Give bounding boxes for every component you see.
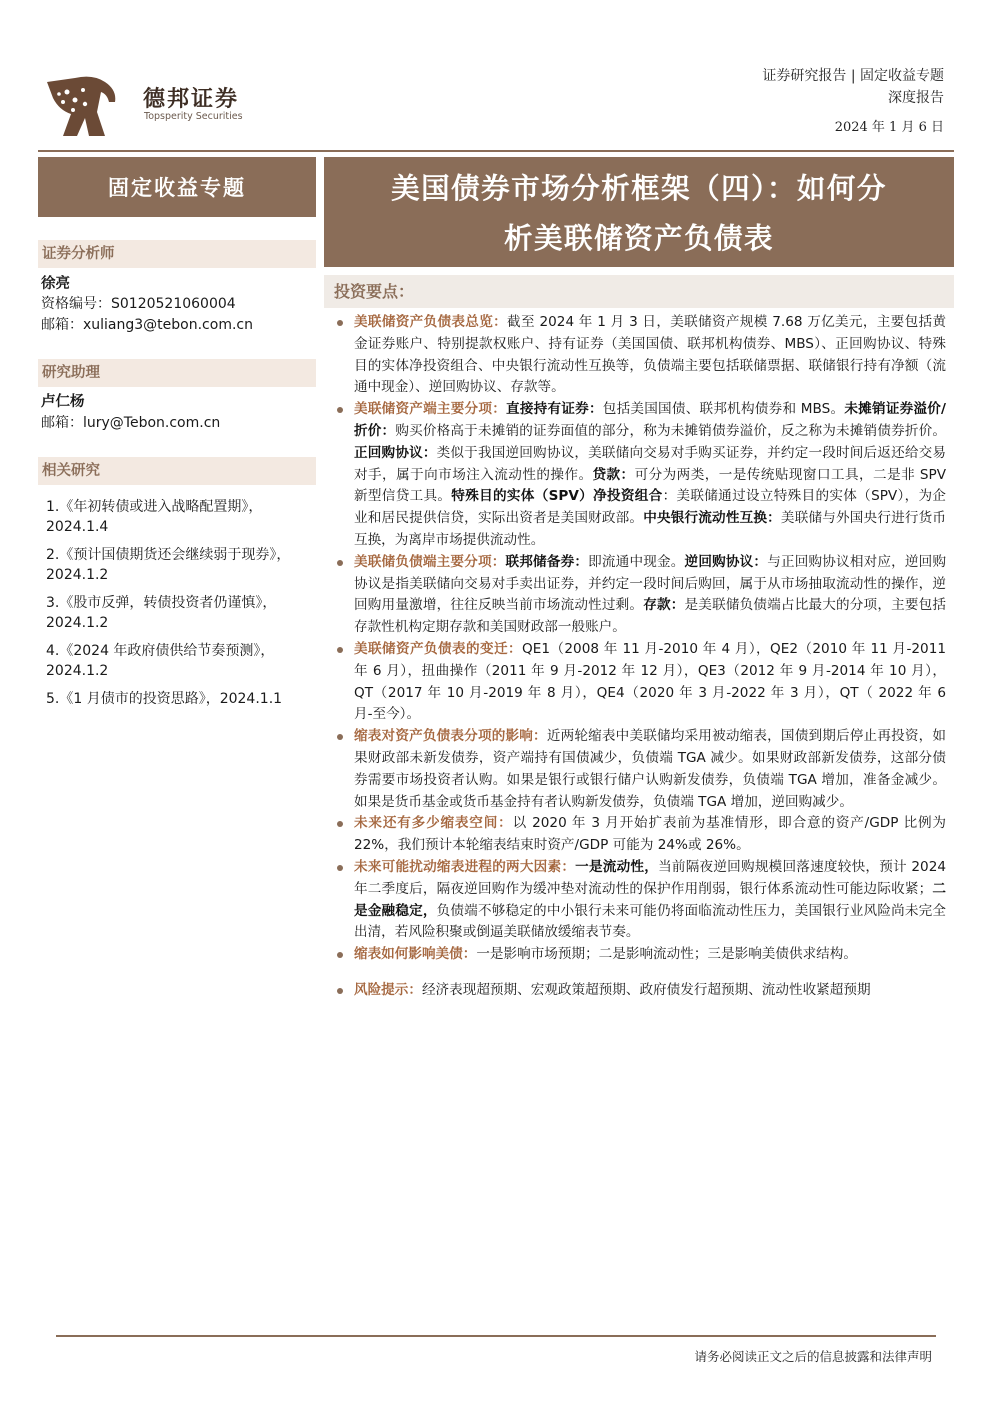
key-point: 未来还有多少缩表空间：以 2020 年 3 月开始扩表前为基准情形，即合意的资产/GDP 比例为 22%，我们预计本轮缩表结束时资产/GDP 可能为 24%或 26%。 <box>334 813 946 857</box>
key-point: 美联储负债端主要分项：联邦储备券：即流通中现金。逆回购协议：与正回购协议相对应，逆回购协议是指美联储向交易对手卖出证券，并约定一段时间后购回，属于从市场抽取流动性的操作，逆回购用量激增，往往反映当前市场流动性过剩。存款：是美联储负债端占比最大的分项，主要包括存款性机构定期存款和美国财政部一般账户。 <box>334 552 946 639</box>
related-section-label: 相关研究 <box>38 457 316 485</box>
analyst-cert: 资格编号：S0120521060004 <box>41 296 236 312</box>
key-point: 未来可能扰动缩表进程的两大因素：一是流动性，当前隔夜逆回购规模回落速度较快，预计 2024 年二季度后，隔夜逆回购作为缓冲垫对流动性的保护作用削弱，银行体系流动性可能边际收紧；二是金融稳定，负债端不够稳定的中小银行未来可能仍将面临流动性压力，美国银行业风险尚未完全出清，若风险积聚或倒逼美联储放缓缩表节奏。 <box>334 857 946 944</box>
brand-name-en: Topsperity Securities <box>144 111 243 122</box>
bullet-icon <box>337 320 343 326</box>
key-point: 缩表对资产负债表分项的影响：近两轮缩表中美联储均采用被动缩表，国债到期后停止再投资，如果财政部未新发债券，资产端持有国债减少，负债端 TGA 减少。如果财政部新发债券，这部分债券需要市场投资者认购。如果是银行或银行储户认购新发债券，负债端 TGA 增加，准备金减少。如果是货币基金或货币基金持有者认购新发债券，负债端 TGA 增加，逆回购减少。 <box>334 726 946 813</box>
bullet-icon <box>337 865 343 871</box>
bullet-icon <box>337 560 343 566</box>
related-research-list <box>46 497 308 717</box>
key-points-label: 投资要点： <box>324 275 954 308</box>
assistant-name: 卢仁杨 <box>41 394 85 410</box>
title-line-1: 美国债券市场分析框架（四）：如何分 <box>391 171 887 205</box>
analyst-name: 徐亮 <box>41 276 70 292</box>
header-divider <box>38 150 954 152</box>
key-point: 缩表如何影响美债：一是影响市场预期；二是影响流动性；三是影响美债供求结构。 <box>334 944 946 966</box>
related-item[interactable]: 1.《年初转债或进入战略配置期》，2024.1.4 <box>46 499 263 535</box>
company-logo <box>45 72 125 140</box>
title-line-2: 析美联储资产负债表 <box>503 221 774 255</box>
bullet-icon <box>337 407 343 413</box>
key-point: 美联储资产端主要分项：直接持有证券：包括美国国债、联邦机构债券和 MBS。未摊销证券溢价/折价：购买价格高于未摊销的证券面值的部分，称为未摊销债券溢价，反之称为未摊销债券折价。正回购协议：类似于我国逆回购协议，美联储向交易对手购买证券，并约定一段时间后返还给交易对手，属于向市场注入流动性的操作。贷款：可分为两类，一是传统贴现窗口工具，二是非 SPV 新型信贷工具。特殊目的实体（SPV）净投资组合：美联储通过设立特殊目的实体（SPV），为企业和居民提供信贷，实际出资者是美国财政部。中央银行流动性互换：美联储与外国央行进行货币互换，为离岸市场提供流动性。 <box>334 399 946 552</box>
assistant-section-label: 研究助理 <box>38 359 316 387</box>
related-item[interactable]: 5.《1 月债市的投资思路》，2024.1.1 <box>46 691 283 707</box>
key-points-body <box>334 312 946 1002</box>
footer-divider <box>56 1335 936 1337</box>
assistant-email[interactable]: 邮箱：lury@Tebon.com.cn <box>41 415 221 431</box>
related-item[interactable]: 4.《2024 年政府债供给节奏预测》，2024.1.2 <box>46 643 275 679</box>
analyst-email[interactable]: 邮箱：xuliang3@tebon.com.cn <box>41 317 253 333</box>
report-type: 证券研究报告 | 固定收益专题 <box>762 68 944 84</box>
key-point: 美联储资产负债表的变迁：QE1（2008 年 11 月-2010 年 4 月），QE2（2010 年 11 月-2011 年 6 月），扭曲操作（2011 年 9 月-2012 年 12 月），QE3（2012 年 9 月-2014 年 10 月），QT（2017 年 10 月-2019 年 8 月），QE4（2020 年 3 月-2022 年 3 月），QT（ 2022 年 6 月-至今）。 <box>334 639 946 726</box>
bullet-icon <box>337 734 343 740</box>
spacer <box>334 966 946 980</box>
bullet-icon <box>337 988 343 994</box>
footer-disclaimer: 请务必阅读正文之后的信息披露和法律声明 <box>694 1349 932 1364</box>
brand-name-cn: 德邦证券 <box>143 86 240 112</box>
key-point: 美联储资产负债表总览：截至 2024 年 1 月 3 日，美联储资产规模 7.68 万亿美元，主要包括黄金证券账户、特别提款权账户、持有证券（美国国债、联邦机构债券、MBS）、正回购协议、特殊目的实体净投资组合、中央银行流动性互换等，负债端主要包括联储票据、联储银行持有净额（流通中现金）、逆回购协议、存款等。 <box>334 312 946 399</box>
report-title <box>324 157 954 267</box>
report-depth: 深度报告 <box>888 90 944 106</box>
category-banner: 固定收益专题 <box>38 157 316 217</box>
risk-warning: 风险提示：经济表现超预期、宏观政策超预期、政府债发行超预期、流动性收紧超预期 <box>334 980 946 1002</box>
related-item[interactable]: 2.《预计国债期货还会继续弱于现券》，2024.1.2 <box>46 547 291 583</box>
bullet-icon <box>337 952 343 958</box>
report-date: 2024 年 1 月 6 日 <box>834 120 944 135</box>
bullet-icon <box>337 821 343 827</box>
related-item[interactable]: 3.《股市反弹，转债投资者仍谨慎》，2024.1.2 <box>46 595 277 631</box>
analyst-section-label: 证券分析师 <box>38 240 316 268</box>
bullet-icon <box>337 647 343 653</box>
